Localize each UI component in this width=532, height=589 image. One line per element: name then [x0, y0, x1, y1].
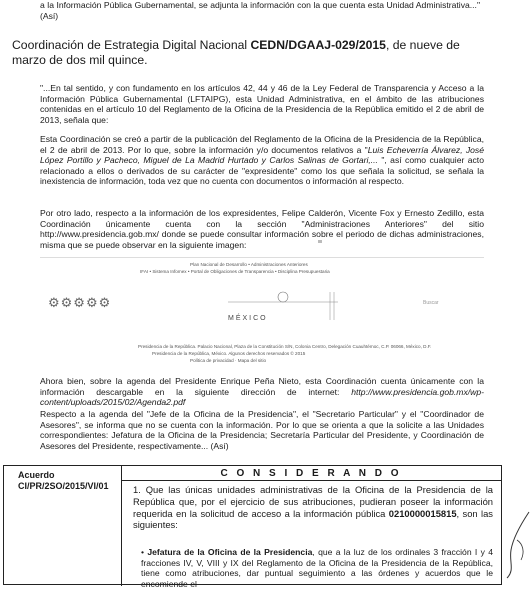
embed-footer-2: Presidencia de la República, México. Algunos derechos reservados © 2015: [152, 351, 306, 356]
quote-paragraph-1: "...En tal sentido, y con fundamento en los artículos 42, 44 y 46 de la Ley Federal de Transparencia y Acceso a la Información Pública Gubernamental (LFTAIPG), esta Unidad Administrativa, en el ámbito de las atribuciones contenidas en el artículo 10 del Reglamento de la Oficina de la Presidencia de la República emitido el 2 de abril de 2013, señala que:: [40, 83, 484, 125]
bullet-unit: Jefatura de la Oficina de la Presidencia: [147, 547, 313, 557]
request-folio: 0210000015815: [388, 507, 457, 519]
p2-names: Luis Echeverría Álvarez, José López Portillo y Pacheco, Miguel de La Madrid Hurtado y Carlos Salinas de Gortari,...: [40, 144, 484, 166]
considerando-end: , son las siguientes:: [133, 507, 493, 531]
acuerdo-header: Acuerdo: [18, 470, 55, 480]
shields-icon: ⚙⚙⚙⚙⚙: [48, 295, 112, 310]
considerando-header: C O N S I D E R A N D O: [220, 468, 402, 479]
embed-footer-1: Presidencia de la República. Palacio Nacional, Plaza de la Constitución S/N, Colonia Centro, Delegación Cuauhtémoc, C.P. 06066, México, D.F.: [138, 344, 432, 349]
quote-paragraph-2: [40, 134, 484, 187]
acuerdo-cell: [18, 470, 109, 492]
coordination-heading: [12, 38, 482, 68]
coordination-suffix: , de nueve de marzo de dos mil quince.: [12, 38, 460, 67]
embed-nav-line-1: Plan Nacional de Desarrollo • Administraciones Anteriores: [190, 262, 308, 267]
website-screenshot: [40, 257, 484, 370]
resolution-table: [3, 465, 502, 589]
acuerdo-code: CI/PR/2SO/2015/VI/01: [18, 481, 109, 491]
considerando-body: [133, 484, 493, 531]
quote-paragraph-5: Respecto a la agenda del "Jefe de la Oficina de la Presidencia", el "Secretario Particular" y el "Coordinador de Asesores", se informa que no se cuenta con la información. Por lo que se orienta a que la solicite a las Unidades correspondientes: Jefatura de la Oficina de la Presidencia; Secretaría Particular del Presidente, y Coordinación de Asesores del Presidente, respectivamente... (Así): [40, 409, 484, 451]
p4-start: Ahora bien, sobre la agenda del Presidente Enrique Peña Nieto, esta Coordinación cuenta únicamente con la información descargable en la siguiente dirección de internet:: [40, 376, 484, 397]
coordination-code: CEDN/DGAAJ-029/2015: [250, 38, 386, 52]
agenda-url: http://www.presidencia.gob.mx/wp-content/uploads/2015/02/Agenda2.pdf: [40, 386, 484, 408]
embed-nav-line-2: IFAI • Sistema Infomex • Portal de Obligaciones de Transparencia • Disciplina Presupuestaria: [140, 269, 330, 274]
bullet-text: , que a la luz de los ordinales 3 fracción I y 4 fracciones IV, V, VIII y IX del Reglamento de la Oficina de la Presidencia de la República, tiene como atribuciones, dar puntual seguimiento a las órdenes y acuerdos que le encomiende el: [141, 547, 493, 589]
top-fragment: a la Información Pública Gubernamental, se adjunta la información con la que cuenta esta Unidad Administrativa..." (Así): [40, 0, 480, 21]
embed-footer-3: Política de privacidad · Mapa del sitio: [190, 358, 267, 363]
coordination-prefix: Coordinación de Estrategia Digital Nacional: [12, 38, 248, 52]
considerando-start: 1. Que las únicas unidades administrativas de la Oficina de la Presidencia de la República que, por el ejercicio de sus atribuciones, pudieran poseer la información requerida en la solicitud de acceso a la información pública: [133, 484, 493, 519]
embed-search-label: Buscar: [423, 300, 439, 306]
quote-paragraph-4: [40, 376, 484, 408]
table-divider-vertical: [121, 466, 122, 586]
signature-icon: [503, 510, 532, 580]
p2-start: Esta Coordinación se creó a partir de la publicación del Reglamento de la Oficina de la Presidencia de la República, el 2 de abril de 2013. Por lo que, sobre la información y/o documentos relativos a ": [40, 134, 484, 155]
quote-paragraph-3: Por otro lado, respecto a la información de los expresidentes, Felipe Calderón, Vicente Fox y Ernesto Zedillo, esta Coordinación únicamente cuenta con la sección "Administraciones Anteriores" del sitio http://www.presidencia.gob.mx/ donde se puede consultar información sobre el periodo de dichas administraciones, misma que se puede observar en la siguiente imagen:: [40, 208, 484, 250]
p2-end: ", así como cualquier acto relacionado a ellos o derivados de su carácter de "expresidente" como los que señala la solicitud, se señala la inexistencia de información, toda vez que no cuenta con documentos o información al respecto.: [40, 155, 484, 187]
table-divider-horizontal: [121, 480, 501, 481]
list-item: • Jefatura de la Oficina de la Presidencia, que a la luz de los ordinales 3 fracción I y 4 fracciones IV, V, VIII y IX del Reglamento de la Oficina de la Presidencia de la República, tiene como atribuciones, dar puntual seguimiento a las órdenes y acuerdos que le encomiende el: [141, 547, 493, 589]
mexico-logo-text: MÉXICO: [228, 315, 268, 322]
scan-mark: [318, 240, 322, 243]
